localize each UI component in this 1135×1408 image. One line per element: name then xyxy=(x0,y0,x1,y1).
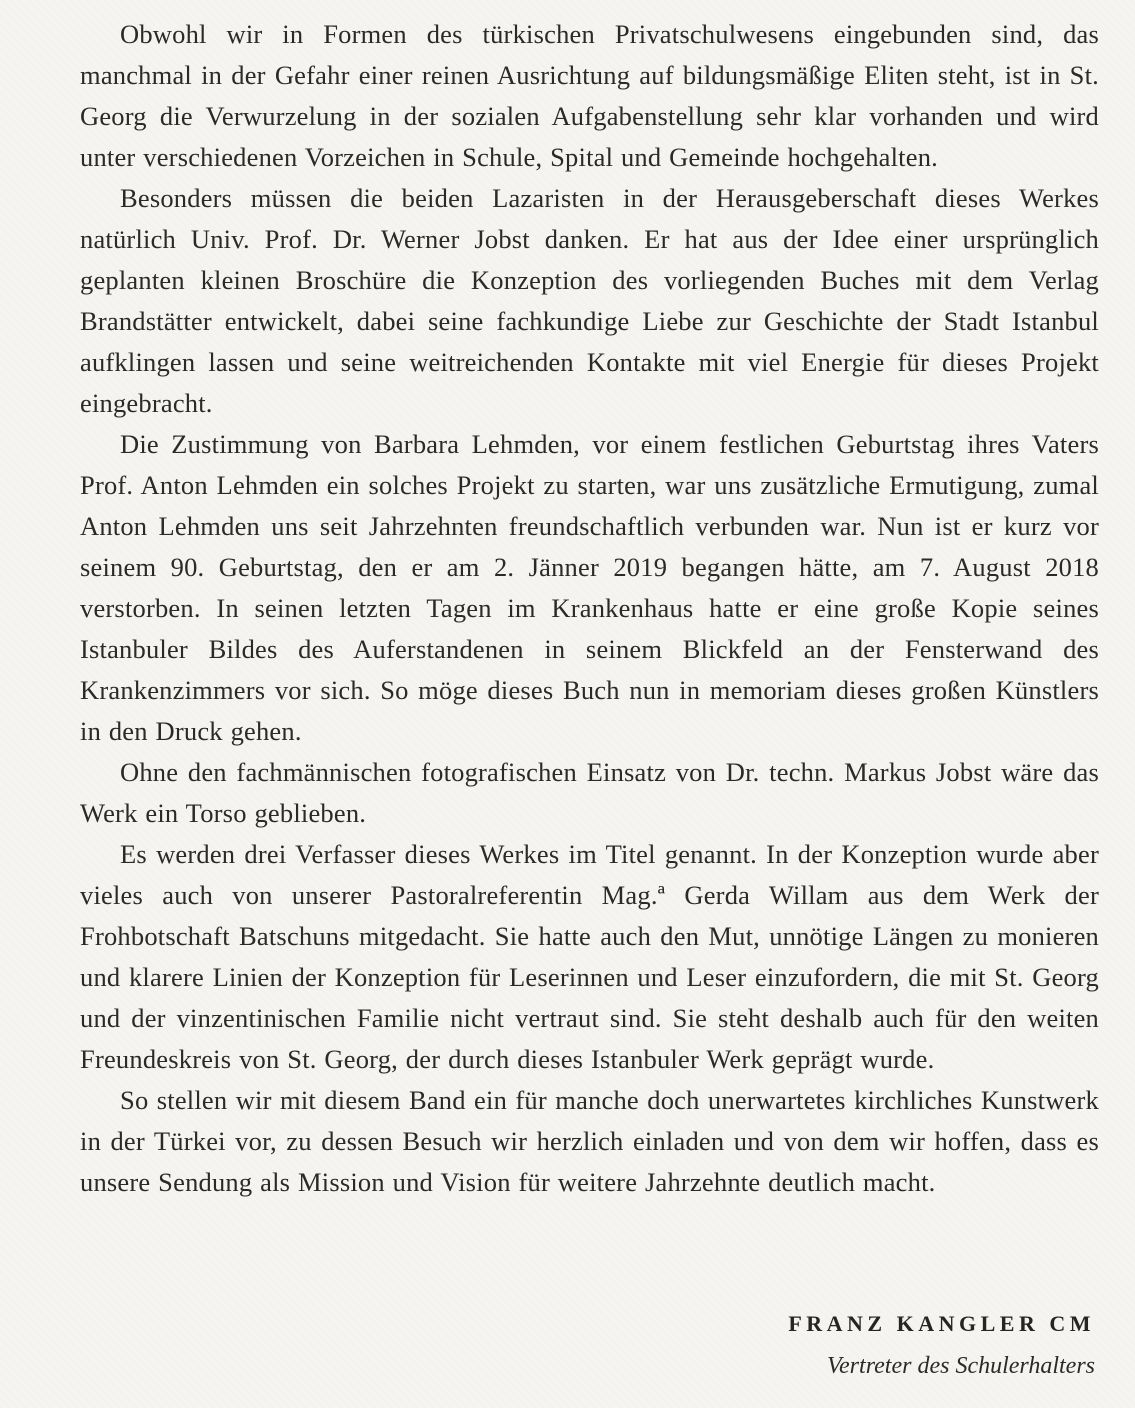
signature-name: FRANZ KANGLER CM xyxy=(788,1311,1095,1336)
paragraph: Ohne den fachmännischen fotografischen Einsatz von Dr. techn. Markus Jobst wäre das Werk ein Torso geblieben. xyxy=(80,757,1099,828)
signature-role: Vertreter des Schulerhalters xyxy=(827,1353,1095,1379)
body-paragraphs xyxy=(80,14,1099,1203)
paragraph: Besonders müssen die beiden Lazaristen in der Herausgeberschaft dieses Werkes natürlich Univ. Prof. Dr. Werner Jobst danken. Er hat aus der Idee einer ursprünglich geplanten kleinen Broschüre die Konzeption des vorliegenden Buches mit dem Verlag Brandstätter entwickelt, dabei seine fachkundige Liebe zur Geschichte der Stadt Istanbul aufklingen lassen und seine weitreichenden Kontakte mit viel Energie für dieses Projekt eingebracht. xyxy=(80,183,1099,418)
signature-block xyxy=(788,1311,1095,1380)
paragraph: Obwohl wir in Formen des türkischen Privatschulwesens eingebunden sind, das manchmal in der Gefahr einer reinen Ausrichtung auf bildungsmäßige Eliten steht, ist in St. Georg die Verwurzelung in der sozialen Aufgabenstellung sehr klar vorhanden und wird unter verschiedenen Vorzeichen in Schule, Spital und Gemeinde hochgehalten. xyxy=(80,19,1099,172)
paragraph: So stellen wir mit diesem Band ein für manche doch unerwartetes kirchliches Kunstwerk in der Türkei vor, zu dessen Besuch wir herzlich einladen und von dem wir hoffen, dass es unsere Sendung als Mission und Vision für weitere Jahrzehnte deutlich macht. xyxy=(80,1085,1099,1197)
paragraph: Es werden drei Verfasser dieses Werkes im Titel genannt. In der Konzeption wurde aber vieles auch von unserer Pastoralreferentin Mag.ª Gerda Willam aus dem Werk der Frohbotschaft Batschuns mitgedacht. Sie hatte auch den Mut, unnötige Längen zu monieren und klarere Linien der Konzeption für Leserinnen und Leser einzufordern, die mit St. Georg und der vinzentinischen Familie nicht vertraut sind. Sie steht deshalb auch für den weiten Freundeskreis von St. Georg, der durch dieses Istanbuler Werk geprägt wurde. xyxy=(80,839,1099,1074)
paragraph: Die Zustimmung von Barbara Lehmden, vor einem festlichen Geburtstag ihres Vaters Prof. Anton Lehmden ein solches Projekt zu starten, war uns zusätzliche Ermutigung, zumal Anton Lehmden uns seit Jahrzehnten freundschaftlich verbunden war. Nun ist er kurz vor seinem 90. Geburtstag, den er am 2. Jänner 2019 begangen hätte, am 7. August 2018 verstorben. In seinen letzten Tagen im Krankenhaus hatte er eine große Kopie seines Istanbuler Bildes des Auferstandenen in seinem Blickfeld an der Fensterwand des Krankenzimmers vor sich. So möge dieses Buch nun in memoriam dieses großen Künstlers in den Druck gehen. xyxy=(80,429,1099,746)
